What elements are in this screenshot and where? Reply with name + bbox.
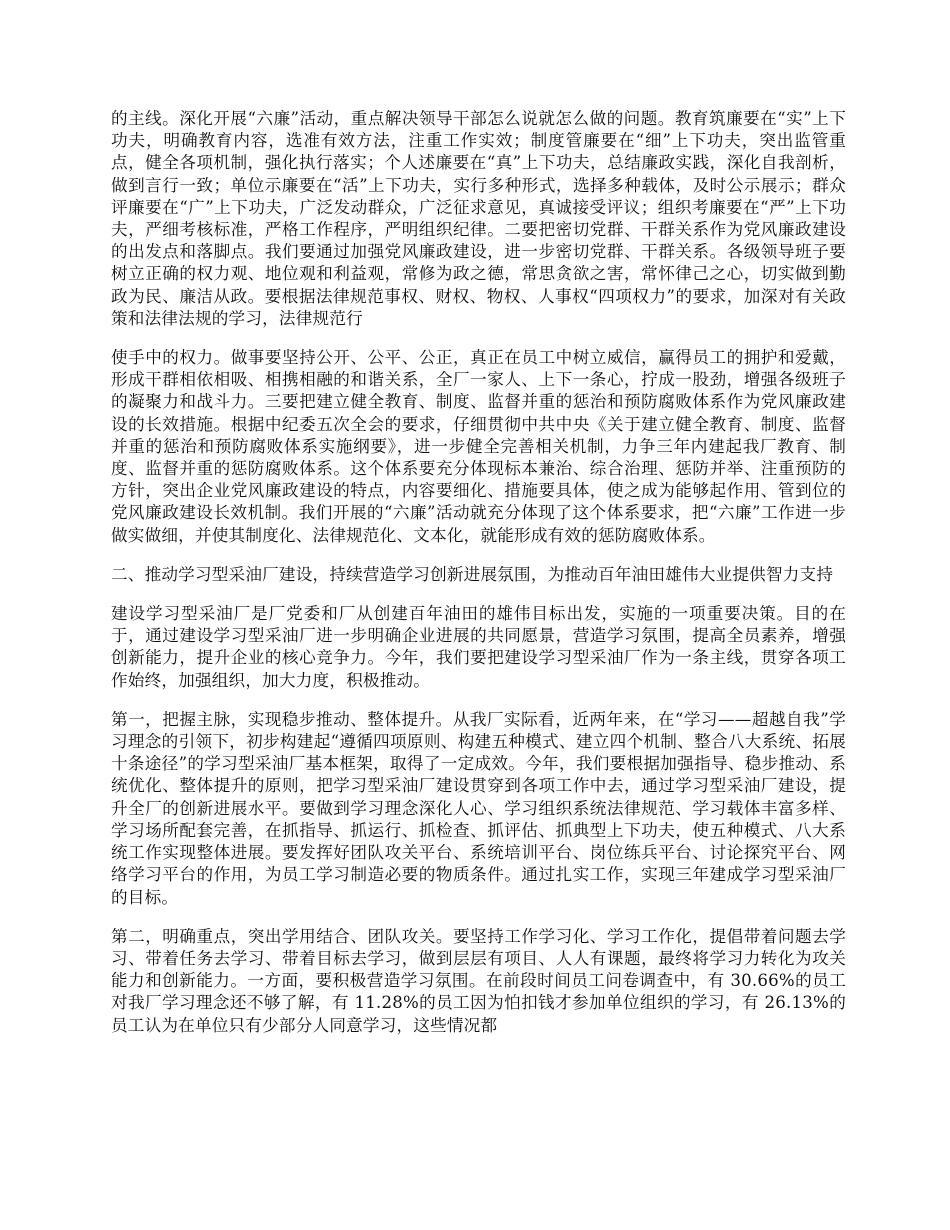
paragraph-learning-intro: 建设学习型采油厂是厂党委和厂从创建百年油田的雄伟目标出发，实施的一项重要决策。目的在于，通过建设学习型采油厂进一步明确企业进展的共同愿景，营造学习氛围，提高全员素养，增强创新能力，提升企业的核心竞争力。今年，我们要把建设学习型采油厂作为一条主线，贯穿各项工作始终，加强组织，加大力度，积极推动。 — [111, 604, 846, 690]
paragraph-discipline: 的主线。深化开展“六廉”活动，重点解决领导干部怎么说就怎么做的问题。教育筑廉要在“实”上下功夫，明确教育内容，选准有效方法，注重工作实效；制度管廉要在“细”上下功夫，突出监管重点，健全各项机制，强化执行落实；个人述廉要在“真”上下功夫，总结廉政实践，深化自我剖析，做到言行一致；单位示廉要在“活”上下功夫，实行多种形式，选择多种载体，及时公示展示；群众评廉要在“广”上下功夫，广泛发动群众，广泛征求意见，真诚接受评议；组织考廉要在“严”上下功夫，严细考核标准，严格工作程序，严明组织纪律。二要把密切党群、干群关系作为党风廉政建设的出发点和落脚点。我们要通过加强党风廉政建设，进一步密切党群、干群关系。各级领导班子要树立正确的权力观、地位观和利益观，常修为政之德，常思贪欲之害，常怀律己之心，切实做到勤政为民、廉洁从政。要根据法律规范事权、财权、物权、人事权“四项权力”的要求，加深对有关政策和法律法规的学习，法律规范行 — [111, 109, 846, 328]
section-heading: 二、推动学习型采油厂建设，持续营造学习创新进展氛围，为推动百年油田雄伟大业提供智力支持 — [111, 564, 834, 584]
document-page — [111, 108, 846, 1054]
paragraph-second-point: 第二，明确重点，突出学用结合、团队攻关。要坚持工作学习化、学习工作化，提倡带着问题去学习、带着任务去学习、带着目标去学习，做到层层有项目、人人有课题，最终将学习力转化为攻关能力和创新能力。一方面，要积极营造学习氛围。在前段时间员工问卷调查中，有 30.66%的员工对我厂学习理念还不够了解，有 11.28%的员工因为怕扣钱才参加单位组织的学习，有 26.13%的员工认为在单位只有少部分人同意学习，这些情况都 — [111, 926, 846, 1035]
paragraph-first-point: 第一，把握主脉，实现稳步推动、整体提升。从我厂实际看，近两年来，在“学习——超越自我”学习理念的引领下，初步构建起“遵循四项原则、构建五种模式、建立四个机制、整合八大系统、拓展十条途径”的学习型采油厂基本框架，取得了一定成效。今年，我们要根据加强指导、稳步推动、系统优化、整体提升的原则，把学习型采油厂建设贯穿到各项工作中去，通过学习型采油厂建设，提升全厂的创新进展水平。要做到学习理念深化人心、学习组织系统法律规范、学习载体丰富多样、学习场所配套完善，在抓指导、抓运行、抓检查、抓评估、抓典型上下功夫，使五种模式、八大系统工作实现整体进展。要发挥好团队攻关平台、系统培训平台、岗位练兵平台、讨论探究平台、网络学习平台的作用，为员工学习制造必要的物质条件。通过扎实工作，实现三年建成学习型采油厂的目标。 — [111, 709, 846, 907]
paragraph-power: 使手中的权力。做事要坚持公开、公平、公正，真正在员工中树立威信，赢得员工的拥护和爱戴，形成干群相依相吸、相携相融的和谐关系，全厂一家人、上下一条心，拧成一股劲，增强各级班子的凝聚力和战斗力。三要把建立健全教育、制度、监督并重的惩治和预防腐败体系作为党风廉政建设的长效措施。根据中纪委五次全会的要求，仔细贯彻中共中央《关于建立健全教育、制度、监督并重的惩治和预防腐败体系实施纲要》，进一步健全完善相关机制，力争三年内建起我厂教育、制度、监督并重的惩防腐败体系。这个体系要充分体现标本兼治、综合治理、惩防并举、注重预防的方针，突出企业党风廉政建设的特点，内容要细化、措施要具体，使之成为能够起作用、管到位的党风廉政建设长效机制。我们开展的“六廉”活动就充分体现了这个体系要求，把“六廉”工作进一步做实做细，并使其制度化、法律规范化、文本化，就能形成有效的惩防腐败体系。 — [111, 348, 846, 545]
